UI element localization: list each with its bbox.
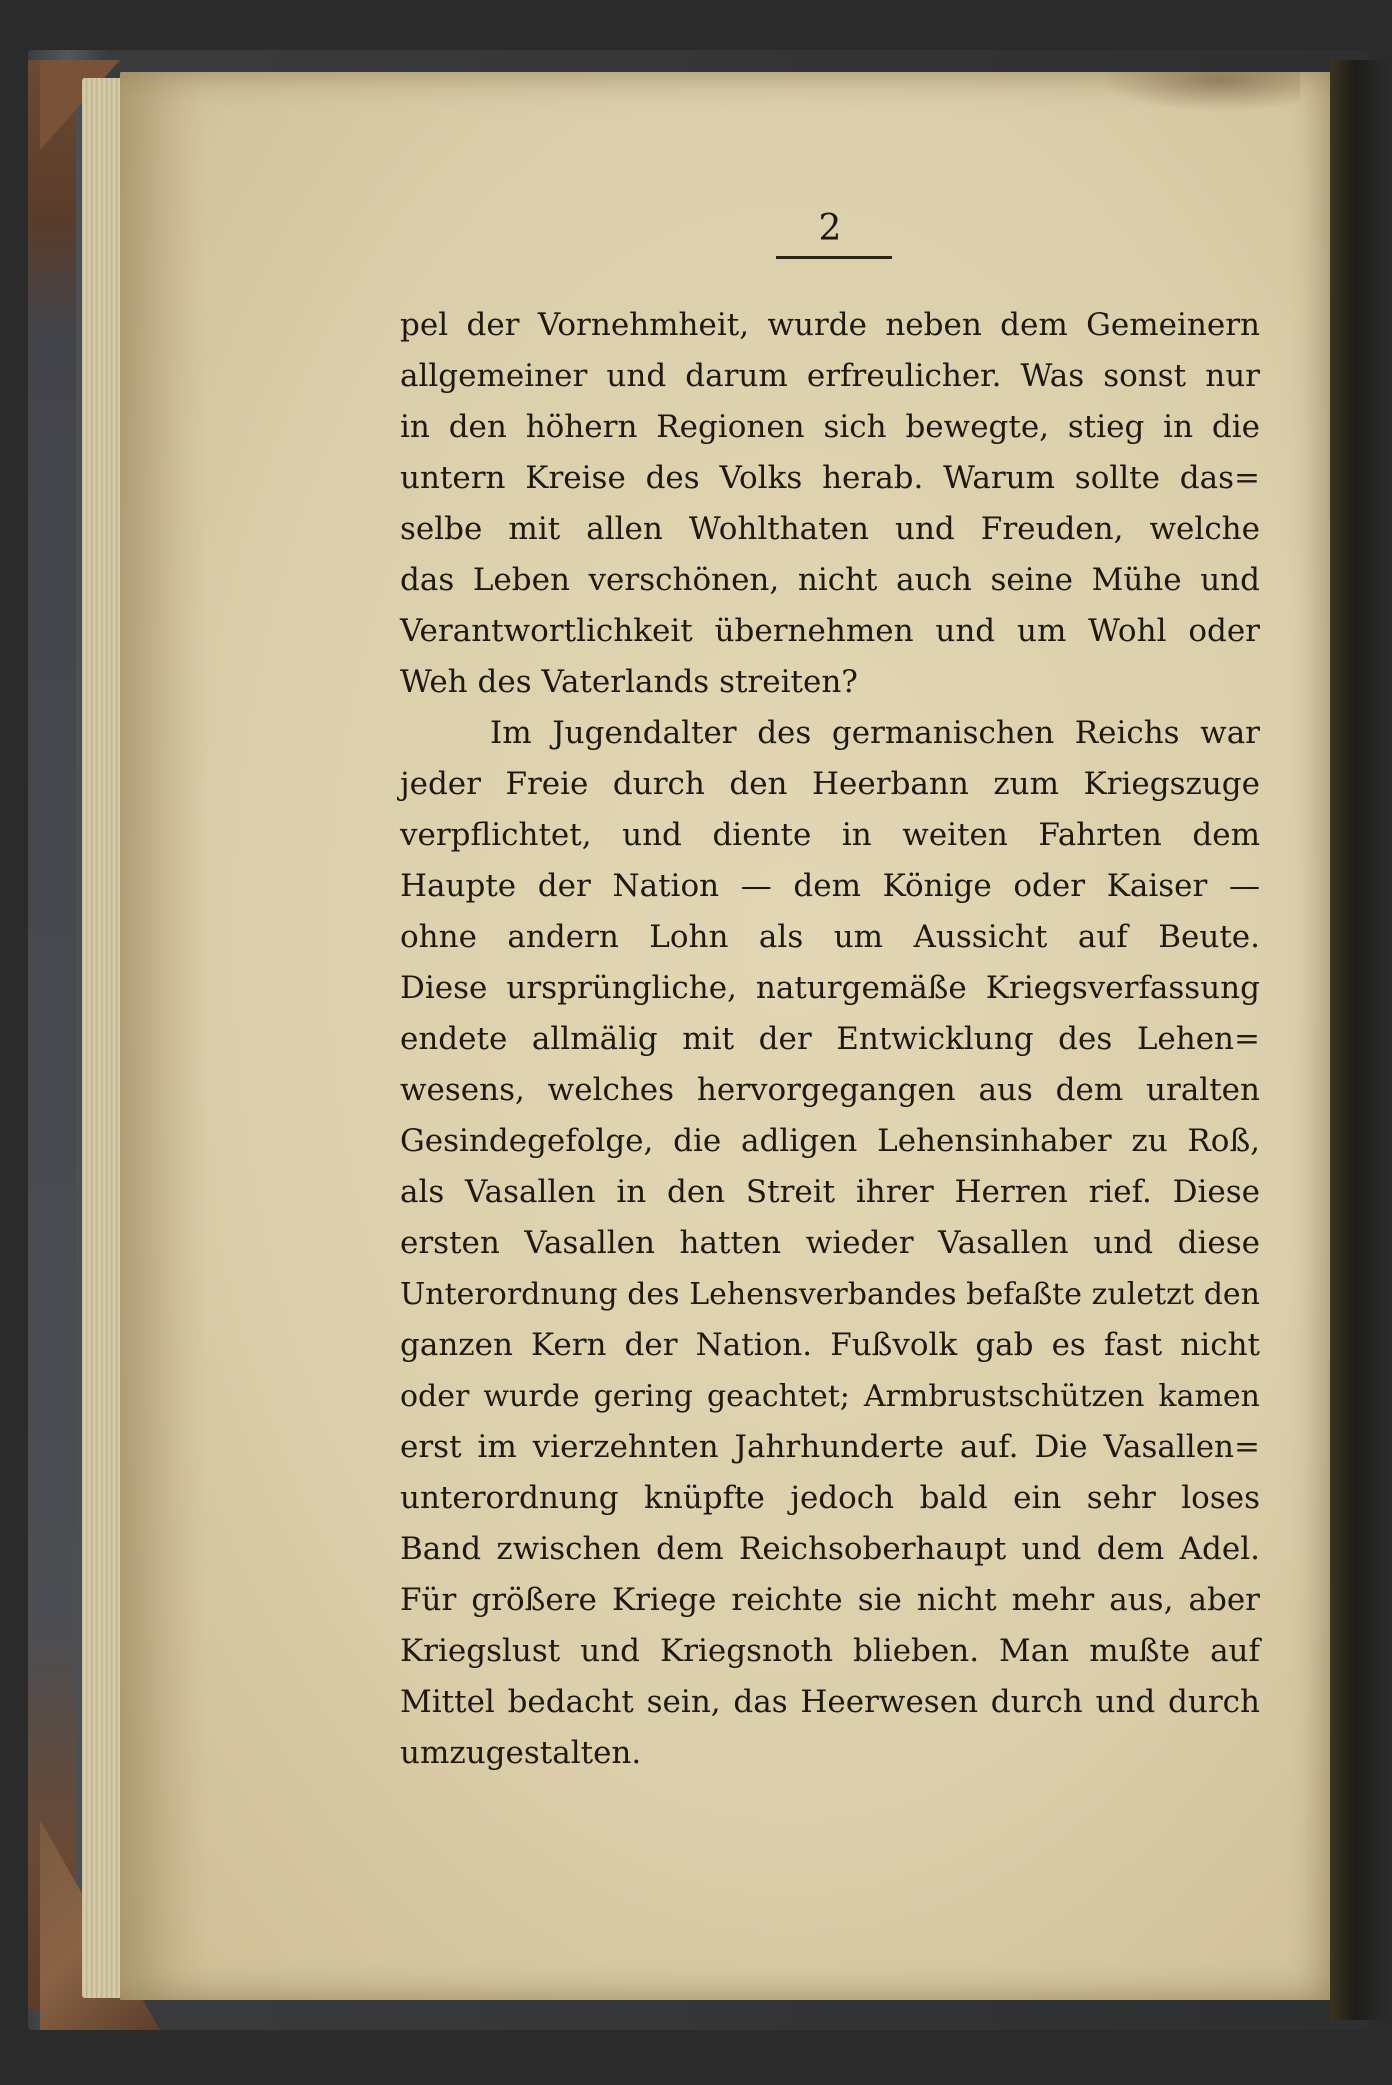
- text-line: Für größere Kriege reichte sie nicht mehr aus, aber: [400, 1582, 1260, 1618]
- text-line: Verantwortlichkeit übernehmen und um Wohl oder: [400, 613, 1260, 649]
- text-line: oder wurde gering geachtet; Armbrustschützen kamen: [400, 1379, 1260, 1414]
- book-gutter: [1330, 60, 1392, 2020]
- text-line: Band zwischen dem Reichsoberhaupt und dem Adel.: [400, 1531, 1260, 1567]
- text-line: Gesindegefolge, die adligen Lehensinhaber zu Roß,: [400, 1123, 1260, 1159]
- text-line: Unterordnung des Lehensverbandes befaßte zuletzt den: [400, 1277, 1260, 1312]
- text-line: Diese ursprüngliche, naturgemäße Kriegsverfassung: [400, 970, 1260, 1006]
- page-stain: [1100, 72, 1300, 112]
- text-line: als Vasallen in den Streit ihrer Herren rief. Diese: [400, 1174, 1260, 1210]
- text-line: Mittel bedacht sein, das Heerwesen durch und durch: [400, 1684, 1260, 1720]
- text-line: erst im vierzehnten Jahrhunderte auf. Die Vasallen=: [400, 1429, 1260, 1465]
- page-shadow: [120, 72, 210, 2000]
- text-line: umzugestalten.: [400, 1735, 642, 1771]
- text-line: verpflichtet, und diente in weiten Fahrten dem: [400, 817, 1260, 853]
- text-line: Haupte der Nation — dem Könige oder Kaiser —: [400, 868, 1260, 904]
- text-line: ganzen Kern der Nation. Fußvolk gab es fast nicht: [400, 1327, 1260, 1363]
- body-text: [400, 300, 1260, 1779]
- text-line: Weh des Vaterlands streiten?: [400, 664, 858, 700]
- text-line: Kriegslust und Kriegsnoth blieben. Man mußte auf: [400, 1633, 1260, 1669]
- text-line: selbe mit allen Wohlthaten und Freuden, welche: [400, 511, 1260, 547]
- book-spine: [28, 60, 76, 2010]
- page-number: 2: [818, 208, 842, 249]
- page-number-rule: [776, 256, 892, 259]
- text-line: Im Jugendalter des germanischen Reichs war: [490, 715, 1260, 751]
- text-line: untern Kreise des Volks herab. Warum sollte das=: [400, 460, 1260, 496]
- text-line: wesens, welches hervorgegangen aus dem uralten: [400, 1072, 1260, 1108]
- text-line: ersten Vasallen hatten wieder Vasallen und diese: [400, 1225, 1260, 1261]
- text-line: jeder Freie durch den Heerbann zum Kriegszuge: [400, 766, 1260, 802]
- text-line: pel der Vornehmheit, wurde neben dem Gemeinern: [400, 307, 1260, 343]
- text-line: in den höhern Regionen sich bewegte, stieg in die: [400, 409, 1260, 445]
- text-line: ohne andern Lohn als um Aussicht auf Beute.: [400, 919, 1260, 955]
- text-line: allgemeiner und darum erfreulicher. Was sonst nur: [400, 358, 1260, 394]
- text-line: unterordnung knüpfte jedoch bald ein sehr loses: [400, 1480, 1260, 1516]
- text-line: das Leben verschönen, nicht auch seine Mühe und: [400, 562, 1260, 598]
- text-line: endete allmälig mit der Entwicklung des Lehen=: [400, 1021, 1260, 1057]
